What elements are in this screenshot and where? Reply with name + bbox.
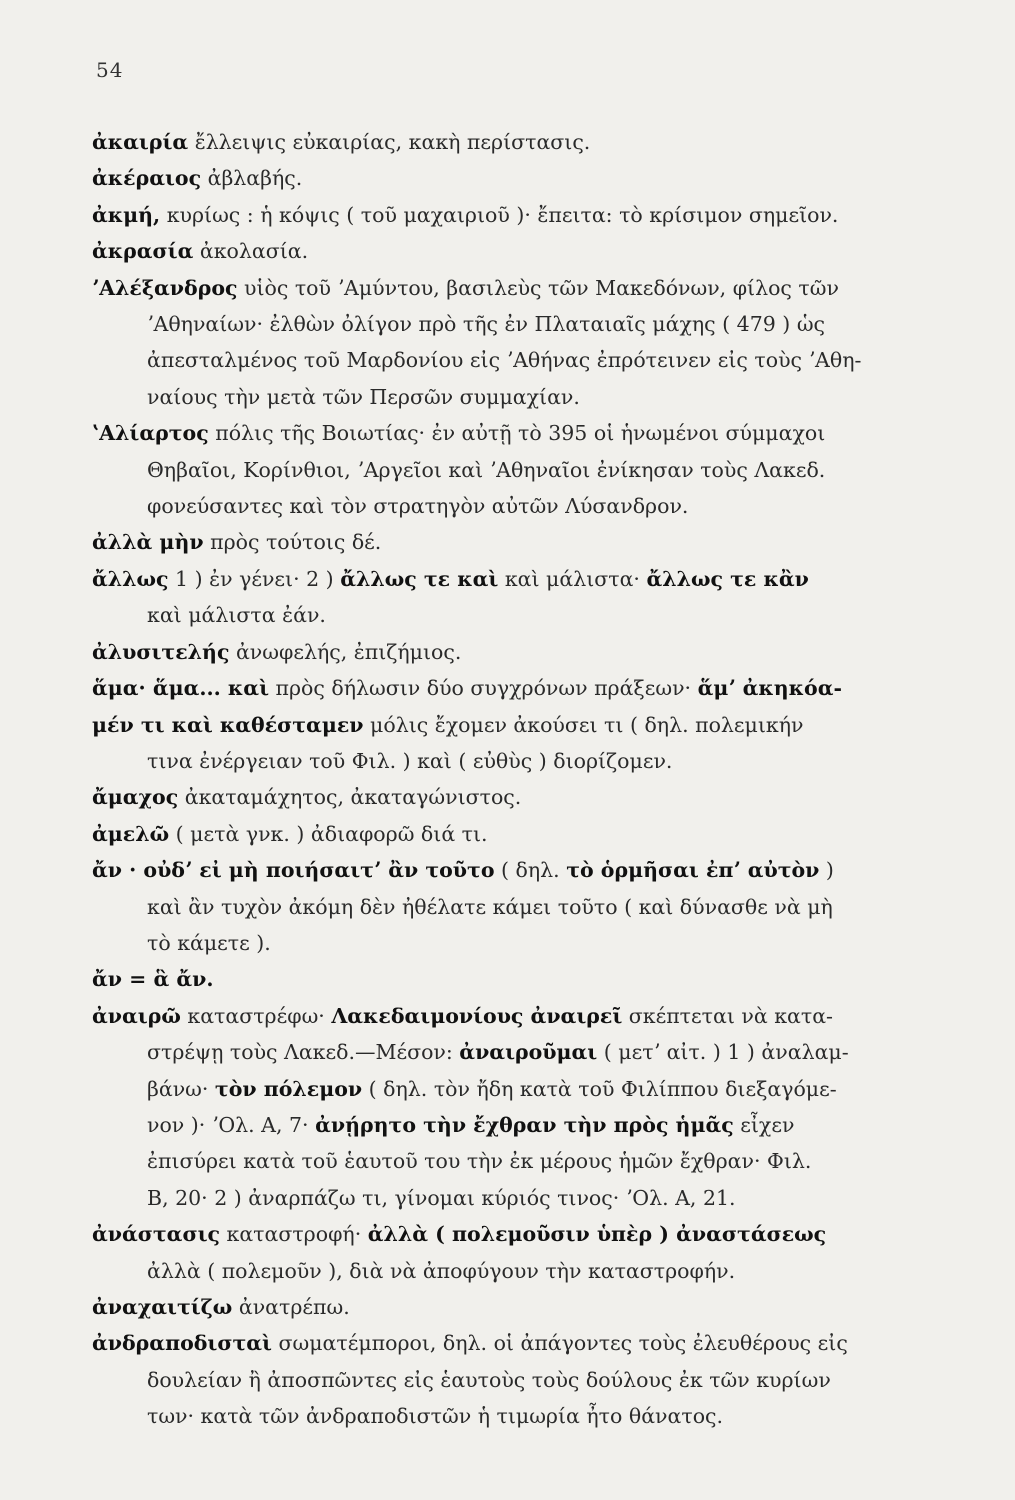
entry-line: [92, 1071, 972, 1107]
entries-list: [92, 124, 972, 1435]
entry-line: [92, 670, 972, 706]
entry-line: [92, 488, 972, 524]
definition-text: κυρίως : ἡ κόψις ( τοῦ μαχαιριοῦ )· ἔπειτα: τὸ κρίσιμον σημεῖον.: [160, 202, 839, 227]
dictionary-entry: [92, 816, 972, 852]
page-number: 54: [96, 58, 124, 82]
headword: ἄλλως τε κἂν: [646, 566, 809, 591]
headword: μέν τι καὶ καθέσταμεν: [92, 712, 364, 737]
definition-text: καὶ μάλιστα·: [498, 566, 647, 591]
entry-line: [92, 961, 972, 997]
entry-line: [92, 1253, 972, 1289]
headword: ἅμʼ ἀκηκόα-: [697, 676, 842, 701]
entry-line: [92, 597, 972, 633]
entry-line: [92, 634, 972, 670]
dictionary-entry: [92, 160, 972, 196]
headword: ἀμελῶ: [92, 821, 170, 846]
definition-text: ( δηλ.: [494, 858, 567, 883]
entry-line: [92, 925, 972, 961]
headword: ἀνάστασις: [92, 1222, 220, 1247]
definition-text: ἔλλειψις εὐκαιρίας, κακὴ περίστασις.: [188, 130, 591, 154]
headword: ἀλλὰ ( πολεμοῦσιν ὑπὲρ ) ἀναστάσεως: [367, 1222, 827, 1247]
entry-line: [92, 743, 972, 779]
entry-line: [92, 197, 972, 233]
dictionary-entry: [92, 670, 972, 779]
entry-line: [92, 1325, 972, 1361]
definition-text: ἀκαταμάχητος, ἀκαταγώνιστος.: [178, 785, 522, 810]
headword: ἀλλὰ μὴν: [92, 530, 204, 555]
definition-text: ( μετὰ γνκ. ) ἀδιαφορῶ διά τι.: [169, 821, 488, 846]
entry-line: [92, 1107, 972, 1143]
headword: ἅμα· ἅμα... καὶ: [92, 676, 269, 701]
entry-line: [92, 415, 972, 451]
entry-line: [92, 233, 972, 269]
headword: ἄν · οὐδʼ εἰ μὴ ποιήσαιτʼ ἂν τοῦτο: [92, 858, 495, 883]
definition-text: των· κατὰ τῶν ἀνδραποδιστῶν ἡ τιμωρία ἦτο θάνατος.: [147, 1404, 724, 1429]
headword: ἀνῄρητο τὴν ἔχθραν τὴν πρὸς ἡμᾶς: [315, 1112, 734, 1137]
headword: ἀλυσιτελής: [92, 639, 230, 664]
dictionary-entry: [92, 415, 972, 524]
dictionary-entry: [92, 524, 972, 560]
entry-line: [92, 524, 972, 560]
definition-text: καὶ μάλιστα ἐάν.: [147, 603, 326, 628]
headword: ἀκμή,: [92, 202, 161, 227]
definition-text: Θηβαῖοι, Κορίνθιοι, ʼΑργεῖοι καὶ ʼΑθηναῖοι ἐνίκησαν τοὺς Λακεδ.: [147, 457, 826, 482]
definition-text: ἀβλαβής.: [201, 166, 303, 191]
definition-text: ʼΑθηναίων· ἐλθὼν ὀλίγον πρὸ τῆς ἐν Πλαταιαῖς μάχης ( 479 ) ὡς: [147, 312, 826, 337]
dictionary-entry: [92, 197, 972, 233]
definition-text: τὸ κάμετε ).: [147, 930, 271, 955]
definition-text: τινα ἐνέργειαν τοῦ Φιλ. ) καὶ ( εὐθὺς ) διορίζομεν.: [147, 748, 673, 773]
definition-text: πρὸς δήλωσιν δύο συγχρόνων πράξεων·: [269, 676, 698, 701]
headword: τὸν πόλεμον: [214, 1076, 363, 1101]
definition-text: πρὸς τούτοις δέ.: [203, 530, 382, 555]
definition-text: ἐπισύρει κατὰ τοῦ ἑαυτοῦ του τὴν ἐκ μέρους ἡμῶν ἔχθραν· Φιλ.: [147, 1149, 812, 1174]
entry-line: [92, 561, 972, 597]
dictionary-entry: [92, 233, 972, 269]
entry-line: [92, 998, 972, 1034]
definition-text: ναίους τὴν μετὰ τῶν Περσῶν συμμαχίαν.: [147, 384, 580, 409]
definition-text: καταστρέφω·: [180, 1003, 332, 1028]
entry-line: [92, 816, 972, 852]
definition-text: ( μετʼ αἰτ. ) 1 ) ἀναλαμ-: [597, 1040, 849, 1065]
entry-line: [92, 1180, 972, 1216]
definition-text: ἀνωφελής, ἐπιζήμιος.: [229, 639, 462, 664]
definition-text: νον )· ʼΟλ. Α, 7·: [147, 1112, 316, 1137]
headword: ʼΑλέξανδρος: [92, 275, 238, 300]
dictionary-entry: [92, 270, 972, 416]
headword: ἀναιρῶ: [92, 1003, 181, 1028]
definition-text: ἀπεσταλμένος τοῦ Μαρδονίου εἰς ʼΑθήνας ἐπρότεινεν εἰς τοὺς ʼΑθη-: [147, 348, 862, 373]
definition-text: δουλείαν ἢ ἀποσπῶντες εἰς ἑαυτοὺς τοὺς δούλους ἐκ τῶν κυρίων: [147, 1367, 831, 1392]
dictionary-entry: [92, 1289, 972, 1325]
dictionary-entry: [92, 1325, 972, 1434]
definition-text: ἀλλὰ ( πολεμοῦν ), διὰ νὰ ἀποφύγουν τὴν καταστροφήν.: [147, 1258, 736, 1283]
definition-text: ( δηλ. τὸν ἤδη κατὰ τοῦ Φιλίππου διεξαγόμε-: [362, 1076, 837, 1101]
dictionary-entry: [92, 124, 972, 160]
entry-line: [92, 1143, 972, 1179]
entry-line: [92, 306, 972, 342]
dictionary-entry: [92, 998, 972, 1216]
entry-line: [92, 1289, 972, 1325]
headword: ἄλλως τε καὶ: [340, 566, 499, 591]
dictionary-entry: [92, 1216, 972, 1289]
headword: ἄν = ἃ ἄν.: [92, 967, 214, 992]
definition-text: ἀνατρέπω.: [232, 1295, 350, 1319]
definition-text: καταστροφή·: [219, 1222, 368, 1247]
headword: ἀναχαιτίζω: [92, 1295, 233, 1319]
definition-text: 1 ) ἐν γένει· 2 ): [168, 566, 341, 591]
definition-text: πόλις τῆς Βοιωτίας· ἐν αὐτῇ τὸ 395 οἱ ἡνωμένοι σύμμαχοι: [208, 421, 826, 446]
definition-text: υἱὸς τοῦ ʼΑμύντου, βασιλεὺς τῶν Μακεδόνων, φίλος τῶν: [237, 275, 839, 300]
entry-line: [92, 270, 972, 306]
headword: ἄλλως: [92, 566, 169, 591]
entry-line: [92, 379, 972, 415]
dictionary-entry: [92, 561, 972, 634]
headword: ἀναιροῦμαι: [459, 1040, 598, 1065]
entry-line: [92, 889, 972, 925]
dictionary-entry: [92, 852, 972, 961]
headword: Λακεδαιμονίους ἀναιρεῖ: [331, 1003, 623, 1028]
headword: ἀκέραιος: [92, 166, 202, 191]
definition-text: Β, 20· 2 ) ἀναρπάζω τι, γίνομαι κύριός τινος· ʼΟλ. Α, 21.: [147, 1185, 736, 1210]
entry-line: [92, 160, 972, 196]
definition-text: σκέπτεται νὰ κατα-: [622, 1003, 833, 1028]
dictionary-entry: [92, 779, 972, 815]
headword: τὸ ὁρμῆσαι ἐπʼ αὐτὸν: [566, 858, 820, 883]
definition-text: ): [819, 858, 834, 883]
entry-line: [92, 1216, 972, 1252]
entry-line: [92, 1398, 972, 1434]
entry-line: [92, 1034, 972, 1070]
entry-line: [92, 124, 972, 160]
headword: ἀνδραποδισταὶ: [92, 1331, 272, 1356]
entry-line: [92, 342, 972, 378]
entry-line: [92, 779, 972, 815]
definition-text: ἀκολασία.: [193, 239, 309, 264]
headword: ἀκρασία: [92, 239, 194, 264]
headword: ʽΑλίαρτος: [92, 421, 209, 446]
entry-line: [92, 452, 972, 488]
definition-text: στρέψῃ τοὺς Λακεδ.—Μέσον:: [147, 1040, 460, 1065]
dictionary-entry: [92, 634, 972, 670]
definition-text: σωματέμποροι, δηλ. οἱ ἀπάγοντες τοὺς ἐλευθέρους εἰς: [271, 1331, 848, 1356]
dictionary-entry: [92, 961, 972, 997]
entry-line: [92, 1362, 972, 1398]
definition-text: εἶχεν: [733, 1112, 795, 1137]
definition-text: βάνω·: [147, 1076, 215, 1101]
headword: ἄμαχος: [92, 785, 179, 810]
definition-text: φονεύσαντες καὶ τὸν στρατηγὸν αὐτῶν Λύσανδρον.: [147, 494, 689, 519]
entry-line: [92, 852, 972, 888]
definition-text: μόλις ἔχομεν ἀκούσει τι ( δηλ. πολεμικήν: [363, 712, 804, 737]
headword: ἀκαιρία: [92, 130, 189, 154]
entry-line: [92, 707, 972, 743]
definition-text: καὶ ἂν τυχὸν ἀκόμη δὲν ἠθέλατε κάμει τοῦτο ( καὶ δύνασθε νὰ μὴ: [147, 894, 833, 919]
